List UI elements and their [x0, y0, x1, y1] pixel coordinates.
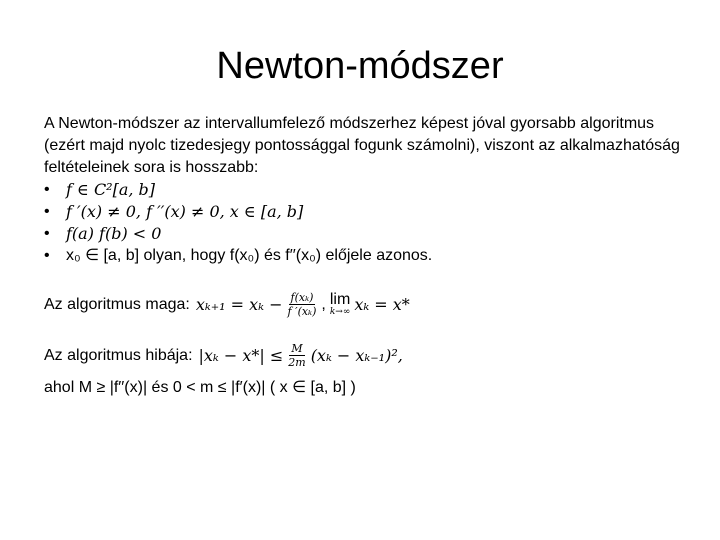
algorithm-line — [44, 291, 694, 318]
error-lhs: |xₖ − x*| ≤ — [198, 345, 284, 365]
iteration-numerator: f(xₖ) — [290, 291, 314, 304]
limit-subscript: k→∞ — [329, 306, 351, 317]
limit-text: lim — [329, 290, 351, 308]
bullet-icon: • — [44, 225, 50, 242]
slide-title: Newton-módszer — [216, 45, 504, 87]
iteration-fraction — [286, 291, 319, 318]
iteration-separator: , — [321, 295, 326, 313]
list-item — [44, 179, 694, 201]
iteration-lhs: xₖ₊₁ = xₖ − — [195, 294, 283, 314]
condition-list — [44, 179, 694, 267]
list-item — [44, 245, 694, 267]
error-numerator: M — [291, 342, 303, 355]
error-label: Az algoritmus hibája: — [44, 346, 193, 364]
slide-body — [44, 113, 694, 399]
error-line — [44, 342, 694, 369]
limit-operator — [329, 290, 351, 317]
condition-derivatives: f ′(x) ≠ 0, f ′′(x) ≠ 0, x ∈ [a, b] — [66, 202, 304, 221]
condition-sign-change: f(a) f(b) < 0 — [66, 224, 162, 243]
error-denominator: 2m — [288, 356, 306, 369]
list-item — [44, 201, 694, 223]
intro-paragraph: A Newton-módszer az intervallumfelező módszerhez képest jóval gyorsabb algoritmus (ezért majd nyolc tizedesjegy pontossággal fogunk számolni), viszont az alkalmazhatóság feltételeinek sora is hosszabb: — [44, 115, 680, 176]
bullet-icon: • — [44, 181, 50, 198]
bound-condition-line: ahol M ≥ |f′′(x)| és 0 < m ≤ |f′(x)| ( x ∈ [a, b] ) — [44, 379, 356, 396]
limit-rhs: xₖ = x* — [354, 294, 410, 314]
algorithm-label: Az algoritmus maga: — [44, 295, 190, 313]
bullet-icon: • — [44, 247, 50, 264]
condition-smoothness: f ∈ C²[a, b] — [66, 180, 156, 199]
list-item — [44, 223, 694, 245]
bullet-icon: • — [44, 203, 50, 220]
iteration-denominator: f ′(xₖ) — [287, 305, 317, 318]
condition-start-point: x₀ ∈ [a, b] olyan, hogy f(x₀) és f′′(x₀) előjele azonos. — [66, 247, 433, 264]
error-fraction — [286, 342, 307, 369]
error-rhs: (xₖ − xₖ₋₁)², — [310, 345, 403, 365]
